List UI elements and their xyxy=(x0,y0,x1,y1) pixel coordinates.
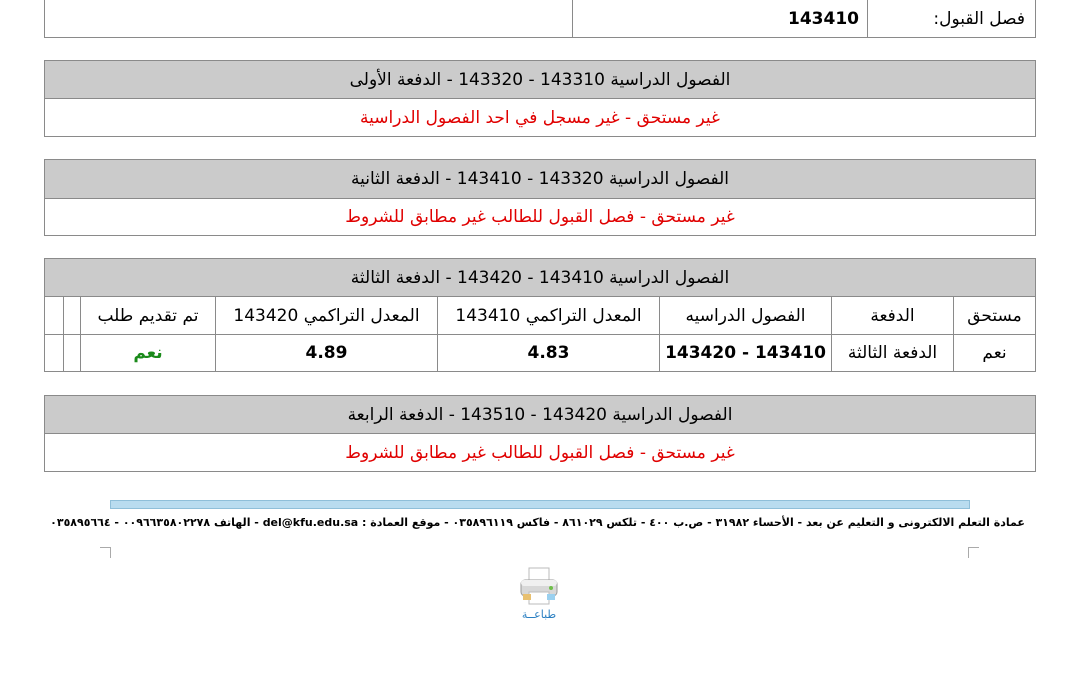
header-batch-text: الدفعة xyxy=(870,305,915,326)
print-button[interactable] xyxy=(512,566,566,622)
row-gpa2-text: 4.89 xyxy=(305,343,348,363)
printer-icon xyxy=(517,566,561,606)
batch4-status-text: غير مستحق - فصل القبول للطالب غير مطابق للشروط xyxy=(345,442,735,463)
row-semesters xyxy=(659,334,832,372)
header-semesters-text: الفصول الدراسيه xyxy=(685,305,806,326)
header-gpa2-text: المعدل التراكمي 143420 xyxy=(233,305,420,326)
footer-corner-right xyxy=(968,547,979,558)
row-gpa2 xyxy=(215,334,438,372)
row-eligible-text: نعم xyxy=(982,343,1007,363)
batch3-row-spacer-a xyxy=(44,334,64,372)
batch3-spacer-b xyxy=(63,296,81,335)
row-submitted xyxy=(80,334,216,372)
print-label: طباعــة xyxy=(521,608,557,621)
header-submitted xyxy=(80,296,216,335)
batch4-title-text: الفصول الدراسية 143420 - 143510 - الدفعة الرابعة xyxy=(347,404,733,425)
row-batch-text: الدفعة الثالثة xyxy=(847,343,938,363)
admission-value-cell xyxy=(572,0,868,38)
admission-empty-cell xyxy=(44,0,573,38)
footer-corner-left xyxy=(100,547,111,558)
header-semesters xyxy=(659,296,832,335)
batch2-title-text: الفصول الدراسية 143320 - 143410 - الدفعة الثانية xyxy=(350,169,729,189)
header-gpa1-text: المعدل التراكمي 143410 xyxy=(455,305,642,326)
row-eligible xyxy=(953,334,1036,372)
batch3-title xyxy=(44,258,1036,297)
row-semesters-text: 143410 - 143420 xyxy=(665,343,826,363)
header-eligible-text: مستحق xyxy=(967,305,1022,326)
admission-label: فصل القبول: xyxy=(933,8,1025,29)
header-eligible xyxy=(953,296,1036,335)
batch1-status xyxy=(44,98,1036,137)
batch1-title xyxy=(44,60,1036,99)
header-batch xyxy=(831,296,954,335)
row-submitted-text: نعم xyxy=(133,343,163,363)
header-gpa2 xyxy=(215,296,438,335)
batch1-title-text: الفصول الدراسية 143310 - 143320 - الدفعة الأولى xyxy=(349,69,731,90)
batch3-row-spacer-b xyxy=(63,334,81,372)
batch4-title xyxy=(44,395,1036,434)
batch2-title xyxy=(44,159,1036,199)
footer-bar xyxy=(110,500,970,509)
row-gpa1-text: 4.83 xyxy=(527,343,570,363)
row-gpa1 xyxy=(437,334,660,372)
batch1-status-text: غير مستحق - غير مسجل في احد الفصول الدراسية xyxy=(360,107,720,128)
header-submitted-text: تم تقديم طلب xyxy=(97,305,199,326)
header-gpa1 xyxy=(437,296,660,335)
footer-address: عمادة التعلم الالكترونى و التعليم عن بعد - الأحساء ٣١٩٨٢ - ص.ب ٤٠٠ - تلكس ٨٦١٠٢٩ - فاكس ٠٣٥٨٩٦١١٩ - موقع العمادة : del@kfu.edu.sa - الهاتف ٠٠٩٦٦٣٥٨٠٢٢٧٨ - ٠٣٥٨٩٥٦٦٤ xyxy=(50,516,1025,529)
admission-label-cell xyxy=(867,0,1036,38)
batch3-spacer-a xyxy=(44,296,64,335)
batch4-status xyxy=(44,433,1036,472)
row-batch xyxy=(831,334,954,372)
admission-value: 143410 xyxy=(788,8,859,29)
batch2-status-text: غير مستحق - فصل القبول للطالب غير مطابق للشروط xyxy=(345,207,735,227)
batch2-status xyxy=(44,198,1036,236)
footer-address-wrap xyxy=(50,516,1025,534)
batch3-title-text: الفصول الدراسية 143410 - 143420 - الدفعة الثالثة xyxy=(350,267,730,288)
